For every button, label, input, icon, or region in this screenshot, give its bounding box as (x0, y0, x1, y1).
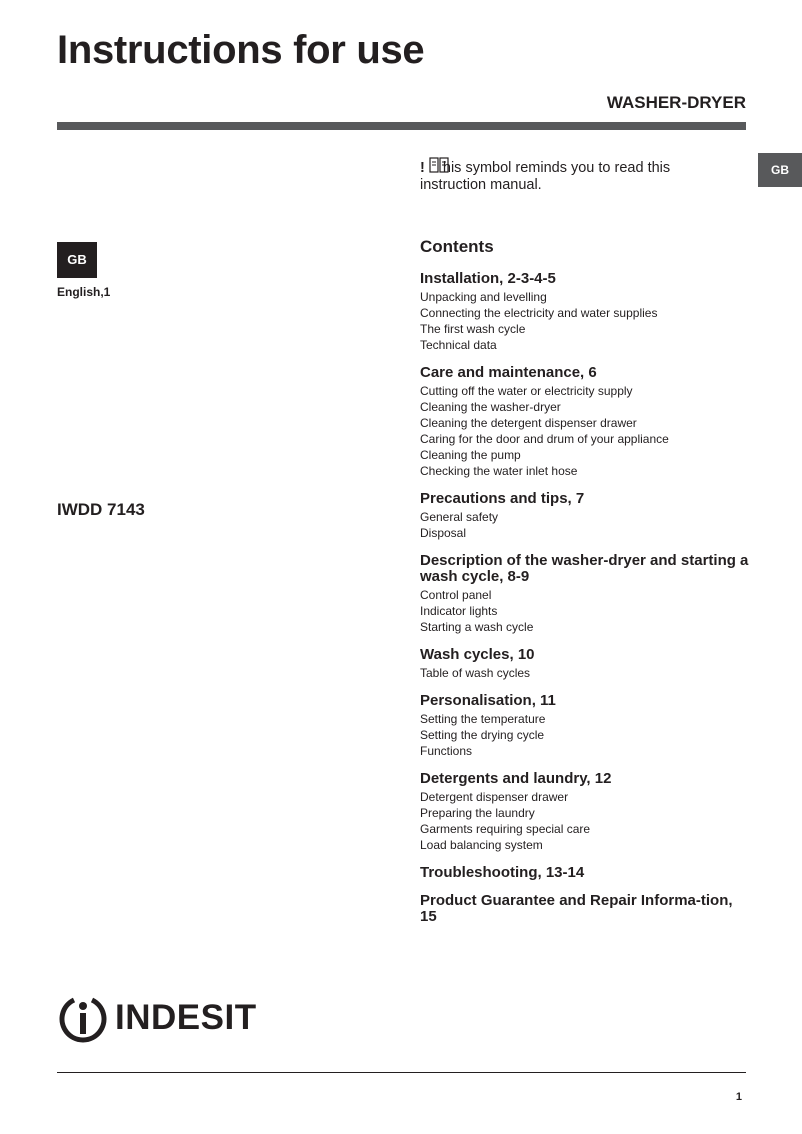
side-language-tab: GB (758, 153, 802, 187)
section-title: Wash cycles, 10 (420, 646, 535, 663)
footer-rule (57, 1072, 746, 1073)
contents-title: Contents (420, 237, 494, 256)
section-item: Cleaning the pump (420, 448, 521, 462)
section-title: Personalisation, 11 (420, 692, 556, 709)
section-item: Checking the water inlet hose (420, 464, 578, 478)
contents-section (420, 491, 750, 541)
indesit-logo-icon (57, 993, 109, 1043)
contents-section (420, 893, 750, 925)
section-item: Unpacking and levelling (420, 290, 547, 304)
section-item: Caring for the door and drum of your appliance (420, 432, 669, 446)
contents-section (420, 693, 750, 759)
manual-note (420, 157, 740, 194)
section-title: Precautions and tips, 7 (420, 490, 585, 507)
brand-logo (57, 993, 257, 1043)
section-item: Technical data (420, 338, 497, 352)
page-title: Instructions for use (57, 28, 425, 72)
section-item: Starting a wash cycle (420, 620, 534, 634)
section-item: Functions (420, 744, 473, 758)
section-item: Setting the temperature (420, 712, 546, 726)
note-exclamation: ! (420, 160, 425, 176)
section-item: General safety (420, 510, 499, 524)
model-number: IWDD 7143 (57, 500, 145, 519)
page-number: 1 (735, 1091, 742, 1103)
section-item: Cutting off the water or electricity supply (420, 384, 633, 398)
section-title: Troubleshooting, 13-14 (420, 864, 585, 881)
section-item: Control panel (420, 588, 492, 602)
section-item: Disposal (420, 526, 467, 540)
section-title: Product Guarantee and Repair Informa-tion, 15 (420, 892, 733, 925)
language-badge: GB (57, 242, 97, 278)
section-item: Load balancing system (420, 838, 543, 852)
section-item: Connecting the electricity and water supplies (420, 306, 658, 320)
contents-section (420, 647, 750, 681)
section-item: Indicator lights (420, 604, 498, 618)
section-item: Cleaning the washer-dryer (420, 400, 561, 414)
section-title: Care and maintenance, 6 (420, 364, 597, 381)
section-title: Installation, 2-3-4-5 (420, 270, 556, 287)
section-item: Detergent dispenser drawer (420, 790, 569, 804)
note-text: his symbol reminds you to read this instruction manual. (420, 160, 671, 193)
section-item: Garments requiring special care (420, 822, 591, 836)
language-label: English,1 (57, 285, 111, 299)
contents-section (420, 771, 750, 853)
product-type: WASHER-DRYER (606, 93, 746, 112)
section-title: Detergents and laundry, 12 (420, 770, 612, 787)
section-item: Preparing the laundry (420, 806, 535, 820)
section-item: Cleaning the detergent dispenser drawer (420, 416, 637, 430)
contents (420, 237, 750, 937)
contents-section (420, 865, 750, 881)
contents-section (420, 553, 750, 635)
contents-section (420, 365, 750, 479)
section-item: Setting the drying cycle (420, 728, 545, 742)
section-title: Description of the washer-dryer and starting a wash cycle, 8-9 (420, 552, 749, 585)
section-item: Table of wash cycles (420, 666, 531, 680)
section-item: The first wash cycle (420, 322, 526, 336)
header-rule (57, 122, 746, 130)
brand-name: INDESIT (115, 998, 257, 1037)
contents-section (420, 271, 750, 353)
